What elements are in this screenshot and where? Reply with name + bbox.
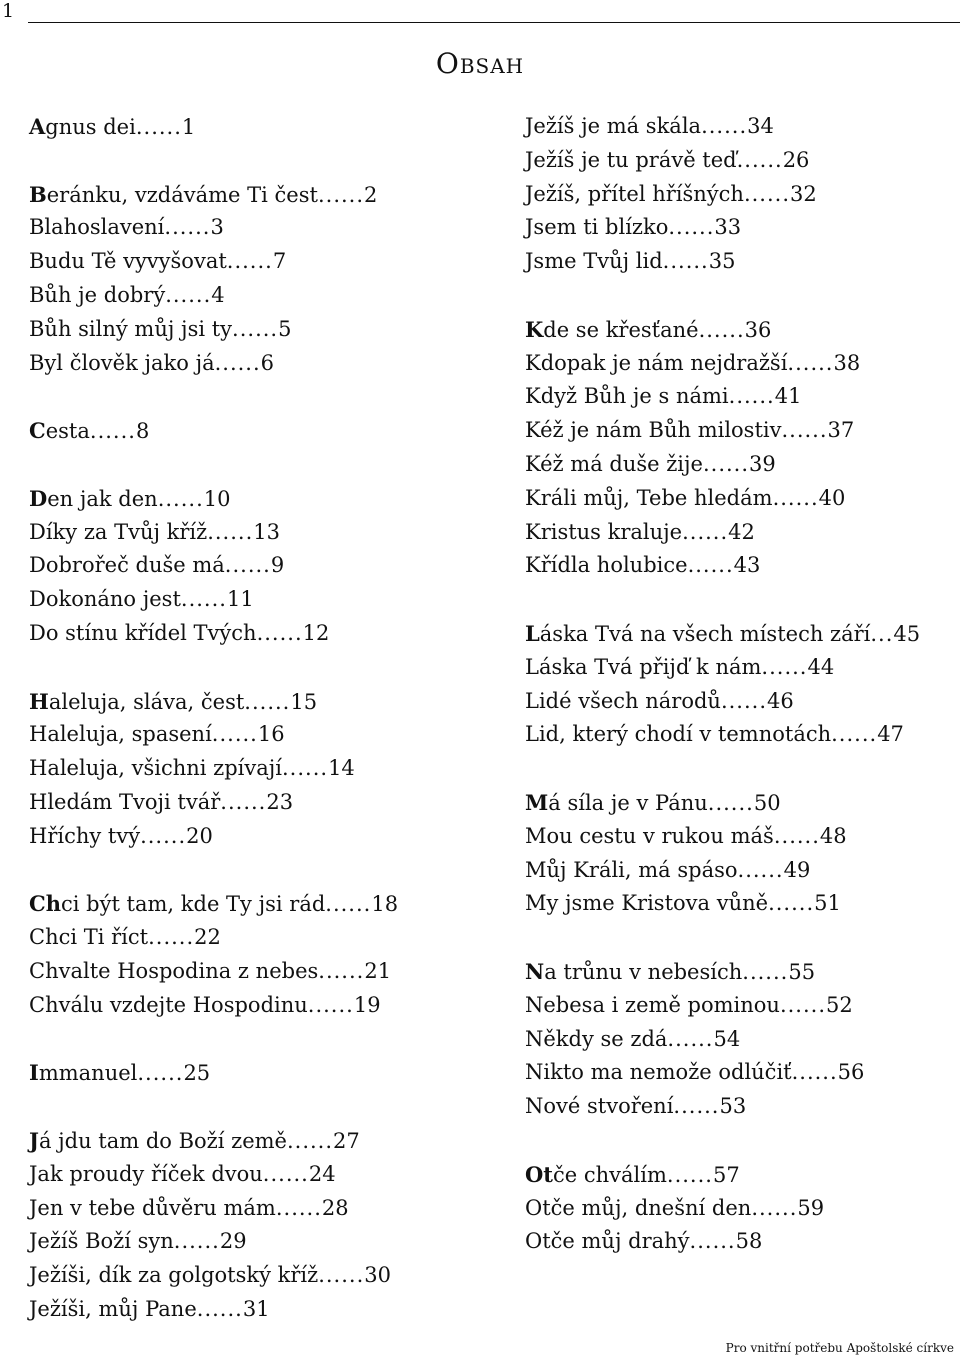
entry-leader: ...... [662, 249, 709, 274]
entry-page-number: 18 [371, 892, 399, 917]
entry-leader: ...... [137, 1061, 184, 1086]
toc-entry[interactable] [525, 989, 957, 1023]
entry-leader: ...... [256, 620, 303, 645]
entry-leader: ...... [751, 1195, 798, 1220]
entry-leader: ...... [211, 722, 258, 747]
toc-entry[interactable] [29, 1225, 499, 1259]
entry-page-number: 38 [833, 350, 861, 375]
toc-entry[interactable] [525, 685, 957, 719]
entry-leader: ...... [286, 1128, 334, 1153]
entry-title: Láska Tvá přijď k nám [525, 654, 762, 679]
entry-leader: ...... [262, 1161, 309, 1186]
section-gap [525, 279, 957, 313]
entry-leader: ...... [224, 553, 271, 578]
toc-entry[interactable] [525, 448, 957, 482]
entry-title: áska Tvá na všech místech září [539, 621, 871, 646]
entry-page-number: 15 [290, 689, 318, 714]
entry-title: Jsem ti blízko [525, 215, 669, 240]
toc-entry[interactable] [525, 313, 957, 347]
entry-title: Bůh je dobrý [29, 282, 166, 307]
entry-leader: ...... [743, 181, 791, 206]
entry-title: Dobrořeč duše má [29, 553, 225, 578]
toc-entry[interactable] [525, 1225, 957, 1259]
entry-title: Kéž je nám Bůh milostiv [525, 418, 782, 443]
entry-title: Díky za Tvůj kříž [29, 519, 208, 544]
entry-page-number: 1 [181, 115, 196, 139]
entry-page-number: 39 [749, 451, 776, 476]
entry-page-number: 56 [837, 1060, 865, 1085]
entry-title: aleluja, sláva, čest [48, 689, 245, 714]
toc-left-column [29, 110, 499, 1327]
toc-entry[interactable] [525, 1056, 957, 1090]
toc-entry[interactable] [29, 685, 499, 719]
entry-title: Kdopak je nám nejdražší [525, 350, 788, 375]
entry-leader: ...... [173, 1229, 220, 1254]
toc-entry[interactable] [525, 651, 957, 685]
entry-title: ci být tam, kde Ty jsi rád [60, 892, 326, 917]
entry-page-number: 59 [797, 1195, 825, 1220]
entry-page-number: 28 [321, 1195, 349, 1220]
entry-title: My jsme Kristova vůně [525, 891, 769, 916]
section-gap [29, 144, 499, 178]
entry-title: Chvalte Hospodina z nebes [29, 958, 319, 983]
footer-note: Pro vnitřní potřebu Apoštolské církve [725, 1341, 954, 1355]
toc-entry[interactable] [29, 955, 499, 989]
entry-leader: ...... [698, 317, 745, 342]
entry-leader: ...... [742, 959, 789, 984]
entry-title: a trůnu v nebesích [544, 959, 743, 984]
toc-entry[interactable] [29, 245, 499, 279]
toc-entry[interactable] [29, 110, 499, 144]
section-gap [525, 1124, 957, 1158]
entry-title: á jdu tam do Boží země [38, 1128, 287, 1153]
entry-leader: ...... [667, 1026, 714, 1051]
entry-leader: ...... [180, 587, 227, 612]
toc-entry[interactable] [29, 617, 499, 651]
entry-leader: ...... [220, 789, 267, 814]
section-gap [29, 854, 499, 888]
entry-title: Haleluja, všichni zpívají [29, 756, 282, 781]
entry-title: Jen v tebe důvěru mám [29, 1195, 276, 1220]
entry-leader: ...... [89, 419, 136, 444]
entry-leader: ...... [165, 282, 212, 307]
toc-entry[interactable] [29, 1124, 499, 1158]
entry-page-number: 22 [194, 925, 221, 950]
toc-entry[interactable] [525, 955, 957, 989]
toc-entry[interactable] [525, 854, 957, 888]
entry-page-number: 27 [333, 1128, 360, 1153]
entry-page-number: 29 [219, 1229, 247, 1254]
entry-leader: ...... [689, 1229, 736, 1254]
entry-page-number: 23 [266, 789, 294, 814]
toc-entry[interactable] [525, 617, 957, 651]
entry-leader: ...... [226, 249, 273, 274]
entry-page-number: 19 [353, 992, 381, 1017]
entry-leader: ...... [768, 891, 815, 916]
entry-leader: ...... [682, 519, 729, 544]
entry-leader: ...... [787, 350, 834, 375]
entry-leader: ...... [318, 1263, 365, 1288]
entry-leader: ...... [140, 823, 187, 848]
toc-entry[interactable] [29, 718, 499, 752]
entry-title: če chválím [553, 1162, 667, 1187]
entry-leader: ...... [701, 114, 748, 138]
entry-page-number: 44 [807, 654, 835, 679]
entry-page-number: 14 [328, 756, 355, 781]
entry-title: Jsme Tvůj lid [525, 249, 663, 274]
entry-page-number: 8 [135, 419, 150, 444]
toc-entry[interactable] [525, 516, 957, 550]
entry-page-number: 33 [714, 215, 742, 240]
toc-entry[interactable] [29, 347, 499, 381]
entry-page-number: 31 [242, 1296, 270, 1321]
entry-title: de se křesťané [543, 317, 699, 342]
entry-page-number: 37 [827, 418, 855, 443]
entry-leader: ...... [736, 147, 783, 172]
toc-entry[interactable] [525, 1192, 957, 1226]
toc-entry[interactable] [29, 313, 499, 347]
toc-entry[interactable] [525, 1158, 957, 1192]
entry-title: Křídla holubice [525, 553, 688, 578]
entry-page-number: 42 [728, 519, 755, 544]
entry-page-number: 45 [893, 621, 921, 646]
section-gap [29, 1090, 499, 1124]
entry-leader: ... [870, 621, 894, 646]
section-initial: N [525, 958, 545, 984]
entry-title: Blahoslavení [29, 215, 165, 240]
toc-entry[interactable] [29, 279, 499, 313]
entry-page-number: 35 [708, 249, 736, 274]
entry-leader: ...... [779, 992, 827, 1017]
entry-page-number: 57 [712, 1162, 740, 1187]
entry-page-number: 25 [183, 1061, 211, 1086]
entry-leader: ...... [164, 215, 211, 240]
toc-entry[interactable] [29, 482, 499, 516]
section-initial: J [29, 1127, 39, 1153]
title-text: Obsah [435, 47, 525, 80]
toc-entry[interactable] [525, 820, 957, 854]
entry-page-number: 49 [783, 857, 811, 882]
entry-leader: ...... [275, 1195, 322, 1220]
section-initial: M [525, 789, 549, 815]
toc-entry[interactable] [525, 549, 957, 583]
section-initial: K [525, 316, 544, 342]
entry-leader: ...... [761, 654, 808, 679]
section-gap [29, 380, 499, 414]
section-gap [525, 583, 957, 617]
toc-entry[interactable] [525, 786, 957, 820]
entry-title: Dokonáno jest [29, 587, 181, 612]
entry-leader: ...... [773, 823, 820, 848]
entry-leader: ...... [687, 553, 734, 578]
entry-leader: ...... [772, 485, 819, 510]
toc-entry[interactable] [525, 211, 957, 245]
entry-page-number: 40 [818, 485, 846, 510]
entry-title: Ježíš Boží syn [29, 1229, 174, 1254]
entry-page-number: 6 [260, 350, 275, 375]
toc-entry[interactable] [525, 887, 957, 921]
toc-entry[interactable] [525, 245, 957, 279]
toc-entry[interactable] [29, 921, 499, 955]
entry-leader: ...... [317, 182, 365, 207]
entry-title: Nové stvoření [525, 1094, 674, 1119]
section-initial: Ch [29, 891, 61, 917]
entry-title: Budu Tě vyvyšovat [29, 249, 227, 274]
entry-page-number: 3 [210, 215, 224, 240]
entry-page-number: 4 [211, 282, 225, 307]
entry-page-number: 54 [713, 1026, 741, 1051]
entry-leader: ...... [666, 1162, 713, 1187]
toc-entry[interactable] [525, 482, 957, 516]
header-rule [28, 22, 960, 23]
entry-page-number: 20 [186, 823, 213, 848]
entry-leader: ...... [207, 519, 254, 544]
toc-entry[interactable] [29, 516, 499, 550]
entry-title: Hledám Tvoji tvář [29, 789, 221, 814]
entry-leader: ...... [673, 1094, 720, 1119]
entry-title: Ježíš je má skála [525, 114, 702, 138]
toc-entry[interactable] [525, 347, 957, 381]
section-initial: L [525, 620, 540, 646]
toc-entry[interactable] [29, 1158, 499, 1192]
entry-title: mmanuel [38, 1061, 138, 1086]
section-initial: A [29, 114, 46, 139]
section-gap [29, 1023, 499, 1057]
toc-entry[interactable] [525, 144, 957, 178]
toc-entry[interactable] [29, 1056, 499, 1090]
entry-page-number: 53 [719, 1094, 747, 1119]
section-gap [525, 752, 957, 786]
toc-entry[interactable] [525, 178, 957, 212]
entry-page-number: 30 [364, 1263, 391, 1288]
section-initial: C [29, 418, 46, 444]
toc-entry[interactable] [525, 110, 957, 144]
entry-page-number: 9 [270, 553, 285, 578]
entry-title: Kéž má duše žije [525, 451, 703, 476]
toc-entry[interactable] [525, 414, 957, 448]
entry-page-number: 46 [767, 688, 794, 713]
entry-page-number: 55 [788, 959, 816, 984]
section-initial: B [29, 181, 47, 207]
section-initial: D [29, 485, 48, 511]
entry-leader: ...... [244, 689, 291, 714]
section-initial: Ot [525, 1161, 553, 1187]
toc-entry[interactable] [29, 1259, 499, 1293]
entry-leader: ...... [157, 486, 204, 511]
entry-leader: ...... [307, 992, 354, 1017]
toc-entry[interactable] [525, 718, 957, 752]
entry-page-number: 5 [278, 316, 292, 341]
entry-page-number: 43 [733, 553, 761, 578]
entry-title: Haleluja, spasení [29, 722, 212, 747]
toc-entry[interactable] [29, 820, 499, 854]
entry-title: esta [45, 419, 90, 444]
entry-page-number: 58 [735, 1229, 763, 1254]
entry-leader: ...... [214, 350, 261, 375]
toc-entry[interactable] [29, 887, 499, 921]
entry-page-number: 48 [819, 823, 847, 848]
entry-leader: ...... [831, 722, 878, 747]
entry-title: Králi můj, Tebe hledám [525, 485, 773, 510]
page-title [0, 44, 960, 84]
section-gap [525, 921, 957, 955]
entry-title: Nebesa i země pominou [525, 992, 780, 1017]
entry-page-number: 13 [253, 519, 280, 544]
entry-title: Nikto ma nemože odlúčiť [525, 1060, 792, 1085]
entry-title: á síla je v Pánu [548, 790, 708, 815]
entry-page-number: 51 [814, 891, 841, 916]
entry-page-number: 12 [302, 620, 330, 645]
entry-title: Jak proudy říček dvou [29, 1161, 263, 1186]
entry-page-number: 36 [744, 317, 772, 342]
entry-leader: ...... [791, 1060, 838, 1085]
section-gap [29, 448, 499, 482]
toc-entry[interactable] [525, 1023, 957, 1057]
toc-entry[interactable] [525, 1090, 957, 1124]
toc-entry[interactable] [525, 380, 957, 414]
entry-leader: ...... [196, 1296, 243, 1321]
entry-leader: ...... [282, 756, 329, 781]
entry-leader: ...... [318, 958, 365, 983]
section-initial: I [29, 1060, 39, 1086]
entry-page-number: 10 [203, 486, 231, 511]
entry-leader: ...... [702, 451, 750, 476]
toc-entry[interactable] [29, 549, 499, 583]
entry-title: Ježíši, můj Pane [29, 1296, 197, 1321]
entry-page-number: 41 [774, 384, 802, 409]
entry-leader: ...... [148, 925, 195, 950]
entry-page-number: 26 [782, 147, 810, 172]
toc-entry[interactable] [29, 786, 499, 820]
toc-entry[interactable] [29, 989, 499, 1023]
entry-title: Chci Ti říct [29, 925, 149, 950]
entry-title: Byl člověk jako já [29, 350, 215, 375]
entry-title: Mou cestu v rukou máš [525, 823, 774, 848]
entry-title: Ježíši, dík za golgotský kříž [29, 1263, 319, 1288]
toc-entry[interactable] [29, 1192, 499, 1226]
entry-page-number: 21 [364, 958, 392, 983]
entry-page-number: 52 [826, 992, 853, 1017]
entry-title: Kristus kraluje [525, 519, 683, 544]
entry-leader: ...... [728, 384, 775, 409]
entry-title: Do stínu křídel Tvých [29, 620, 257, 645]
section-gap [29, 651, 499, 685]
entry-title: en jak den [47, 486, 158, 511]
entry-leader: ...... [325, 892, 372, 917]
entry-leader: ...... [232, 316, 279, 341]
toc-entry[interactable] [29, 414, 499, 448]
entry-title: gnus dei [45, 115, 136, 139]
entry-page-number: 7 [272, 249, 287, 274]
entry-title: Otče můj, dnešní den [525, 1195, 752, 1220]
entry-title: Můj Králi, má spáso [525, 857, 738, 882]
entry-title: Ježíš je tu právě teď [525, 147, 737, 172]
entry-page-number: 34 [747, 114, 774, 138]
entry-title: Hříchy tvý [29, 823, 141, 848]
entry-page-number: 16 [257, 722, 285, 747]
entry-leader: ...... [668, 215, 715, 240]
toc-entry[interactable] [29, 211, 499, 245]
entry-leader: ...... [720, 688, 767, 713]
toc-entry[interactable] [29, 1293, 499, 1327]
toc-entry[interactable] [29, 583, 499, 617]
entry-title: Když Bůh je s námi [525, 384, 729, 409]
entry-title: Lid, který chodí v temnotách [525, 722, 832, 747]
page-number: 1 [2, 0, 15, 22]
entry-title: eránku, vzdáváme Ti čest [46, 182, 318, 207]
toc-right-column [525, 110, 957, 1259]
entry-title: Bůh silný můj jsi ty [29, 316, 233, 341]
entry-title: Ježíš, přítel hříšných [525, 181, 744, 206]
entry-leader: ...... [707, 790, 754, 815]
entry-page-number: 32 [790, 181, 817, 206]
entry-page-number: 24 [308, 1161, 336, 1186]
entry-title: Někdy se zdá [525, 1026, 668, 1051]
entry-title: Chválu vzdejte Hospodinu [29, 992, 308, 1017]
entry-title: Lidé všech národů [525, 688, 721, 713]
section-initial: H [29, 688, 49, 714]
entry-page-number: 50 [753, 790, 781, 815]
toc-entry[interactable] [29, 752, 499, 786]
entry-page-number: 2 [364, 182, 378, 207]
entry-leader: ...... [135, 115, 182, 139]
toc-entry[interactable] [29, 178, 499, 212]
entry-page-number: 47 [877, 722, 904, 747]
entry-leader: ...... [737, 857, 784, 882]
entry-page-number: 11 [226, 587, 254, 612]
entry-leader: ...... [781, 418, 828, 443]
entry-title: Otče můj drahý [525, 1229, 690, 1254]
